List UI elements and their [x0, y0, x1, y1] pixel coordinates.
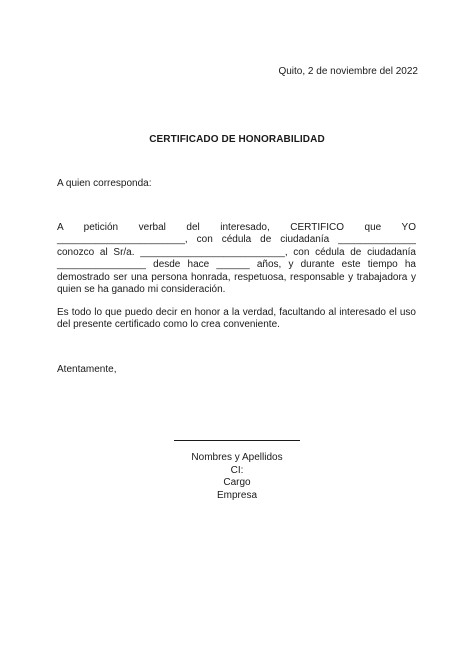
document-title: CERTIFICADO DE HONORABILIDAD — [149, 134, 325, 145]
salutation: A quien corresponda: — [57, 178, 152, 189]
document-date: Quito, 2 de noviembre del 2022 — [278, 66, 418, 77]
signature-line — [174, 440, 300, 441]
signature-id: CI: — [230, 464, 244, 476]
signature-company: Empresa — [216, 489, 257, 501]
body-paragraph-2: Es todo lo que puedo decir en honor a la verdad, facultando al interesado el uso del presente certificado como lo crea conveniente. — [57, 307, 416, 331]
signature-name: Nombres y Apellidos — [191, 452, 283, 463]
body-paragraph-1: A petición verbal del interesado, CERTIFICO que YO _______________________, con cédula de ciudadanía ______________ conozco al Sr/a. __________________________, con cédula de ciudadanía ________________ desde hace ______ años, y durante este tiempo ha demostrado ser una persona honrada, respetuosa, responsable y trabajadora y quien se ha ganado mi consideración. — [57, 222, 416, 296]
signature-position: Cargo — [223, 477, 251, 489]
signature-block — [0, 452, 474, 502]
closing-text: Atentamente, — [57, 364, 117, 375]
